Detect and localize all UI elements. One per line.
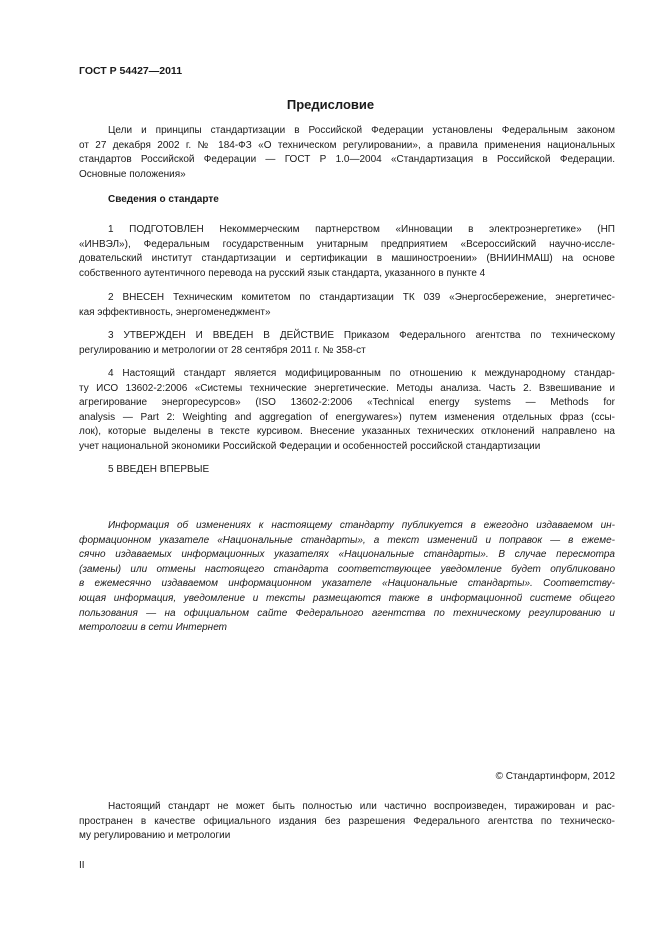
section-subtitle: Сведения о стандарте <box>108 194 219 205</box>
page-title: Предисловие <box>286 97 375 112</box>
text-line: кая эффективность, энергоменеджмент» <box>79 306 271 318</box>
text-line: му регулированию и метрологии <box>79 830 231 842</box>
copyright-notice: © Стандартинформ, 2012 <box>495 771 615 782</box>
text-line: от 27 декабря 2002 г. № 184-ФЗ «О техническом регулировании», а правила применения национальных <box>79 139 615 151</box>
text-line: учет национальной экономики Российской Федерации и особенностей российской стандартизации <box>79 440 541 452</box>
standard-code-header: ГОСТ Р 54427—2011 <box>79 65 183 77</box>
text-line: довательский институт стандартизации и сертификации в машиностроении» (ВНИИНМАШ) на основе <box>79 253 615 265</box>
item-5-paragraph <box>79 463 615 478</box>
item-2-paragraph <box>79 291 615 320</box>
text-line: (замены) или отмены настоящего стандарта соответствующее уведомление будет опубликовано <box>79 563 615 575</box>
text-line: 4 Настоящий стандарт является модифицированным по отношению к международному стандар- <box>108 368 615 379</box>
text-line: метрологии в сети Интернет <box>79 622 227 634</box>
change-notice-paragraph <box>79 519 615 636</box>
item-1-paragraph <box>79 223 615 281</box>
page-number: II <box>79 860 85 871</box>
intro-paragraph <box>79 124 615 182</box>
text-line: регулированию и метрологии от 28 сентября 2011 г. № 358-ст <box>79 344 366 356</box>
text-line: агрегирование энергоресурсов» (ISO 13602-2:2006 «Technical energy systems — Methods for <box>79 397 615 409</box>
text-line: Настоящий стандарт не может быть полностью или частично воспроизведен, тиражирован и рас- <box>108 801 615 812</box>
text-line: пользования — на официальном сайте Федерального агентства по техническому регулированию и <box>79 607 615 619</box>
text-line: пространен в качестве официального издания без разрешения Федерального агентства по техническо- <box>79 815 615 827</box>
text-line: в ежемесячно издаваемом информационном указателе «Национальные стандарты». Соответству- <box>79 578 615 590</box>
text-line: 1 ПОДГОТОВЛЕН Некоммерческим партнерством «Инновации в электроэнергетике» (НП <box>108 224 615 235</box>
text-line: формационном указателе «Национальные стандарты», а текст изменений и поправок — в ежеме- <box>79 534 615 546</box>
item-3-paragraph <box>79 329 615 358</box>
text-line: analysis — Part 2: Weighting and aggregation of energywares») путем изменения отдельных фраз (ссы- <box>79 411 615 423</box>
text-line: Основные положения» <box>79 168 186 180</box>
text-line: Информация об изменениях к настоящему стандарту публикуется в ежегодно издаваемом ин- <box>108 520 615 531</box>
text-line: 3 УТВЕРЖДЕН И ВВЕДЕН В ДЕЙСТВИЕ Приказом Федерального агентства по техническому <box>108 330 615 341</box>
text-line: лок), которые выделены в тексте курсивом. Внесение указанных технических отклонений направлено на <box>79 426 615 438</box>
text-line: стандартов Российской Федерации — ГОСТ Р 1.0—2004 «Стандартизация в Российской Федерации. <box>79 154 615 166</box>
text-line: 2 ВНЕСЕН Техническим комитетом по стандартизации ТК 039 «Энергосбережение, энергетичес- <box>108 292 615 303</box>
text-line: Цели и принципы стандартизации в Российской Федерации установлены Федеральным законом <box>108 125 615 136</box>
text-line: ту ИСО 13602-2:2006 «Системы технические энергетические. Методы анализа. Часть 2. Взвешивание и <box>79 382 615 394</box>
text-line: собственного аутентичного перевода на русский язык стандарта, указанного в пункте 4 <box>79 267 486 279</box>
text-line: сячно издаваемых информационных указателях «Национальные стандарты». В случае пересмотра <box>79 549 615 561</box>
text-line: ющая информация, уведомление и тексты размещаются также в информационной системе общего <box>79 592 615 604</box>
reproduction-notice-paragraph <box>79 800 615 844</box>
text-line: «ИНВЭЛ»), Федеральным государственным унитарным предприятием «Всероссийский научно-иссле- <box>79 238 615 250</box>
item-4-paragraph <box>79 367 615 455</box>
text-line: 5 ВВЕДЕН ВПЕРВЫЕ <box>108 464 210 475</box>
